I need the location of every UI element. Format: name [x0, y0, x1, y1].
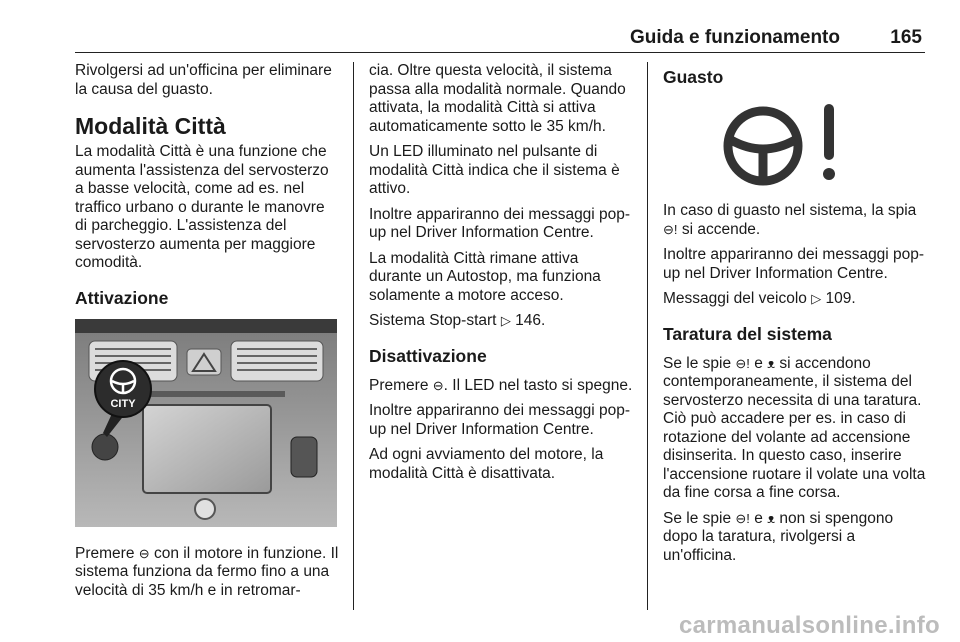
- header-rule: [75, 52, 925, 53]
- popup-paragraph: Inoltre appariranno dei messaggi pop-up nel Driver Information Centre.: [369, 205, 631, 241]
- steering-fault-warning-icon: [663, 98, 925, 190]
- engine-start-paragraph: Ad ogni avviamento del motore, la modalità Città è disattivata.: [369, 446, 604, 482]
- calibration-fail-text-c: non si spengono dopo la taratura, rivolgersi a un'officina.: [663, 509, 894, 564]
- vehicle-messages-text: Messaggi del veicolo: [663, 290, 807, 307]
- city-mode-description: La modalità Città è una funzione che aumenta l'assistenza del servosterzo a basse velocità, come ad es. nel traffico urbano o durante le manovre di parcheggio. L'assistenza del servosterzo aumenta per maggiore comodità.: [75, 143, 329, 271]
- deactivation-text-before: Premere: [369, 376, 429, 394]
- calibration-fail-text-b: e: [754, 509, 763, 527]
- fault-text-before: In caso di guasto nel sistema, la spia: [663, 202, 917, 219]
- air-vent-right: [231, 341, 323, 381]
- calibration-text-c: si accendono contemporaneamente, il sistema del servosterzo necessita di una taratura. Ciò può accadere per es. in caso di rotazione del volante ad accensione disinserita. In questo caso, inserire l'accensione ruotare il volate una volta da fine corsa a fine corsa.: [663, 354, 926, 501]
- deactivation-heading: Disattivazione: [369, 345, 487, 366]
- infotainment-screen: [143, 405, 271, 493]
- right-control-button: [291, 437, 317, 477]
- watermark: carmanualsonline.info: [678, 612, 940, 639]
- calibration-text-a: Se le spie: [663, 354, 732, 372]
- intro-paragraph: Rivolgersi ad un'officina per eliminare la causa del guasto.: [75, 62, 332, 98]
- fault-heading: Guasto: [663, 67, 724, 87]
- deactivation-paragraph: [369, 377, 635, 396]
- stability-icon: ᴥ: [767, 510, 776, 526]
- calibration-heading: Taratura del sistema: [663, 323, 832, 344]
- speed-paragraph: cia. Oltre questa velocità, il sistema passa alla modalità normale. Quando attivata, la modalità Città si attiva automaticamente sotto le 35 km/h.: [369, 62, 626, 135]
- deactivation-text-after: . Il LED nel tasto si spegne.: [443, 376, 633, 394]
- calibration-fail-text-a: Se le spie: [663, 509, 732, 527]
- activation-description: [75, 545, 339, 601]
- autostop-paragraph: La modalità Città rimane attiva durante un Autostop, ma funziona solamente a motore acceso.: [369, 249, 601, 304]
- reference-arrow-icon: ▷: [500, 313, 511, 328]
- calibration-text-b: e: [754, 354, 763, 372]
- popup-paragraph-2: Inoltre appariranno dei messaggi pop-up nel Driver Information Centre.: [369, 402, 631, 438]
- column-middle: [369, 62, 635, 490]
- calibration-fail-paragraph: [663, 510, 929, 566]
- fault-popup-paragraph: Inoltre appariranno dei messaggi pop-up nel Driver Information Centre.: [663, 246, 925, 282]
- hazard-button: [187, 349, 221, 375]
- stop-start-text: Sistema Stop-start: [369, 312, 497, 329]
- vehicle-messages-page: 109.: [825, 290, 856, 307]
- volume-knob: [195, 499, 215, 519]
- fault-text-after: si accende.: [681, 220, 761, 238]
- activation-text-before: Premere: [75, 544, 135, 562]
- column-divider-left: [353, 62, 354, 610]
- reference-arrow-icon: ▷: [811, 291, 822, 306]
- page-number: 165: [890, 27, 922, 48]
- activation-heading: Attivazione: [75, 287, 169, 308]
- activation-text-after: con il motore in funzione. Il sistema funziona da fermo fino a una velocità di 35 km/h e in retromar-: [75, 544, 339, 599]
- column-right: [663, 62, 929, 572]
- stability-icon: ᴥ: [767, 355, 776, 371]
- city-button-icon: ⊖: [432, 377, 444, 393]
- led-paragraph: Un LED illuminato nel pulsante di modalità Città indica che il sistema è attivo.: [369, 143, 620, 197]
- stop-start-page: 146.: [515, 312, 546, 329]
- city-button-callout: [95, 361, 151, 417]
- column-left: [75, 62, 339, 607]
- left-control-knob: [92, 434, 118, 460]
- column-divider-right: [647, 62, 648, 610]
- steering-fault-icon: ⊖!: [735, 510, 750, 526]
- steering-fault-icon: ⊖!: [735, 355, 750, 371]
- city-button-icon: ⊖: [138, 545, 150, 561]
- calibration-paragraph: [663, 355, 929, 503]
- section-title-city-mode: Modalità Città: [75, 113, 226, 139]
- dashboard-photo: [75, 319, 337, 527]
- vehicle-messages-reference: [663, 290, 929, 309]
- steering-fault-icon: ⊖!: [663, 221, 678, 237]
- city-label: CITY: [110, 397, 136, 410]
- stop-start-reference: [369, 312, 635, 331]
- fault-paragraph: [663, 202, 929, 239]
- header-title: Guida e funzionamento: [629, 27, 840, 48]
